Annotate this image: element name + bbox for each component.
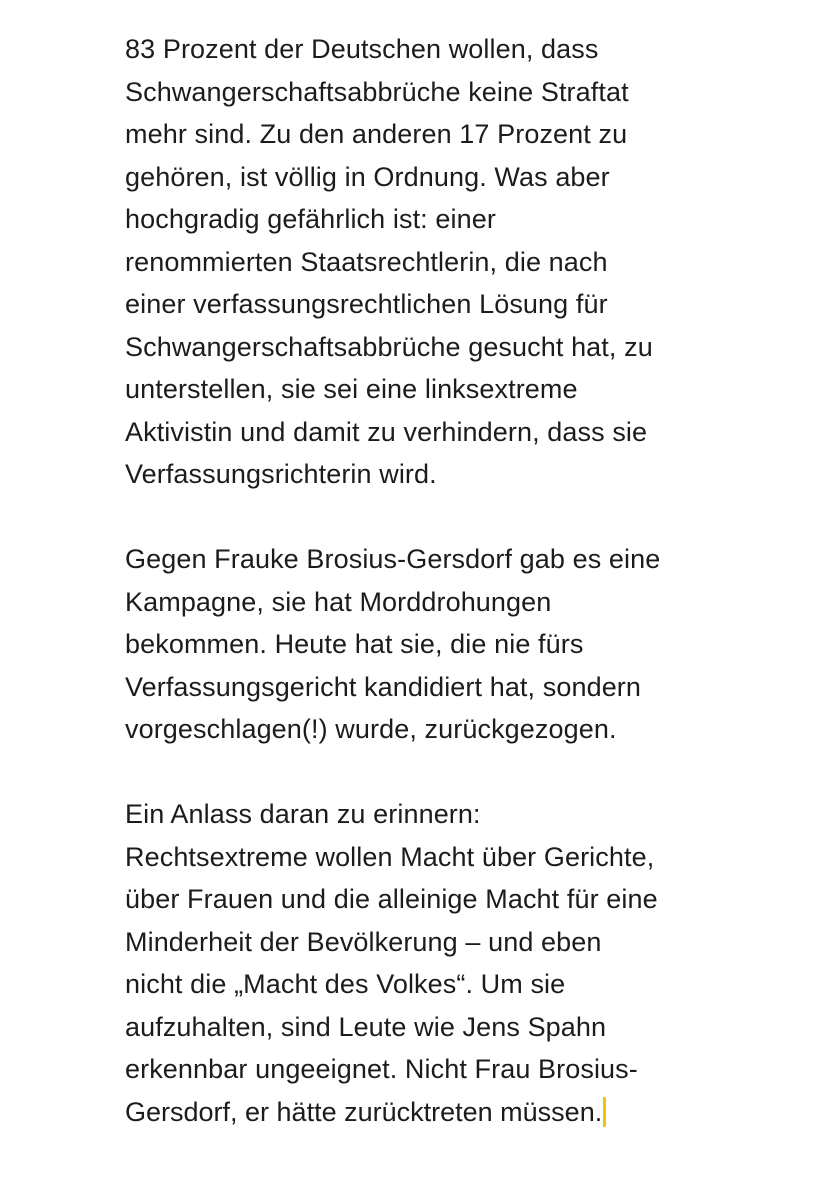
last-text-line — [125, 1091, 735, 1134]
text-cursor — [603, 1097, 606, 1127]
text-line: Rechtsextreme wollen Macht über Gerichte, — [125, 841, 655, 872]
paragraph-spacer — [125, 496, 735, 539]
text-line: Minderheit der Bevölkerung – und eben — [125, 926, 602, 957]
note-body[interactable] — [125, 28, 735, 1133]
text-line: Schwangerschaftsabbrüche keine Straftat — [125, 76, 629, 107]
text-line: einer verfassungsrechtlichen Lösung für — [125, 289, 608, 319]
text-line: erkennbar ungeeignet. Nicht Frau Brosius- — [125, 1054, 638, 1084]
paragraph-1 — [125, 28, 735, 496]
text-line: bekommen. Heute hat sie, die nie fürs — [125, 629, 584, 659]
text-line: Gegen Frauke Brosius-Gersdorf gab es eine — [125, 544, 661, 574]
paragraph-3 — [125, 793, 735, 1133]
text-line: Kampagne, sie hat Morddrohungen — [125, 586, 552, 617]
paragraph-2 — [125, 538, 735, 751]
text-line: Aktivistin und damit zu verhindern, dass sie — [125, 416, 648, 447]
text-line: 83 Prozent der Deutschen wollen, dass — [125, 34, 599, 64]
text-line: unterstellen, sie sei eine linksextreme — [125, 374, 578, 404]
text-line: renommierten Staatsrechtlerin, die nach — [125, 246, 608, 277]
text-line: gehören, ist völlig in Ordnung. Was aber — [125, 161, 610, 192]
text-line: Ein Anlass daran zu erinnern: — [125, 799, 481, 829]
text-line: nicht die „Macht des Volkes“. Um sie — [125, 969, 566, 999]
text-line: hochgradig gefährlich ist: einer — [125, 204, 496, 234]
text-line: Schwangerschaftsabbrüche gesucht hat, zu — [125, 331, 653, 362]
text-line: aufzuhalten, sind Leute wie Jens Spahn — [125, 1011, 607, 1042]
text-line: Verfassungsrichterin wird. — [125, 459, 437, 489]
paragraph-spacer — [125, 751, 735, 794]
text-line: Verfassungsgericht kandidiert hat, sondern — [125, 671, 642, 702]
text-line: Gersdorf, er hätte zurücktreten müssen. — [125, 1096, 603, 1127]
text-line: mehr sind. Zu den anderen 17 Prozent zu — [125, 119, 628, 149]
text-line: über Frauen und die alleinige Macht für eine — [125, 884, 658, 914]
text-line: vorgeschlagen(!) wurde, zurückgezogen. — [125, 714, 617, 744]
